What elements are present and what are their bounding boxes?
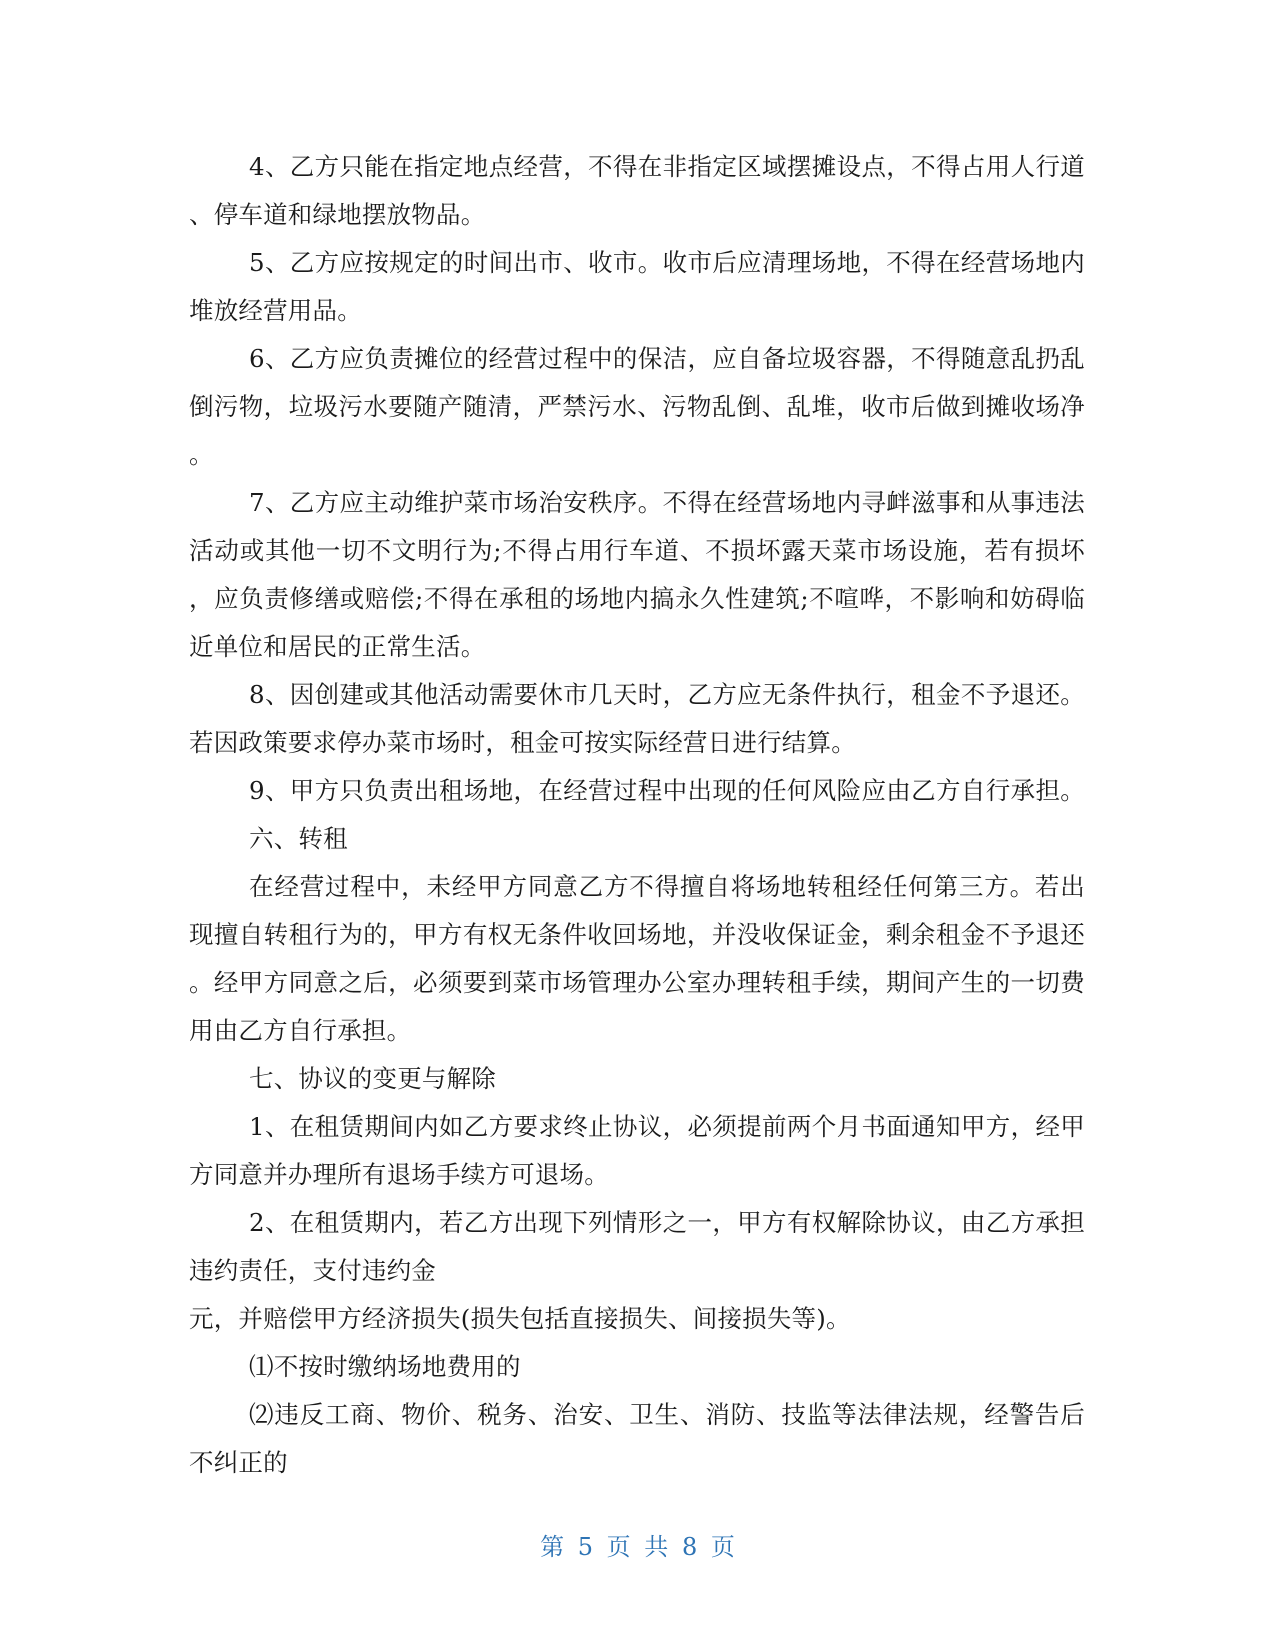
text-line: 用由乙方自行承担。: [189, 1016, 412, 1045]
text-line: 元，并赔偿甲方经济损失(损失包括直接损失、间接损失等)。: [189, 1304, 851, 1333]
text-line: ，应负责修缮或赔偿;不得在承租的场地内搞永久性建筑;不喧哗，不影响和妨碍临: [189, 584, 1085, 613]
text-line: 现擅自转租行为的，甲方有权无条件收回场地，并没收保证金，剩余租金不予退还: [189, 920, 1085, 949]
text-line: 9、甲方只负责出租场地，在经营过程中出现的任何风险应由乙方自行承担。: [249, 776, 1085, 805]
text-line: 违约责任，支付违约金: [189, 1256, 436, 1285]
text-line: ⑵违反工商、物价、税务、治安、卫生、消防、技监等法律法规，经警告后: [249, 1400, 1085, 1429]
text-line: 七、协议的变更与解除: [249, 1064, 496, 1093]
text-line: 堆放经营用品。: [189, 296, 362, 325]
text-line: 5、乙方应按规定的时间出市、收市。收市后应清理场地，不得在经营场地内: [249, 248, 1085, 277]
text-line: 7、乙方应主动维护菜市场治安秩序。不得在经营场地内寻衅滋事和从事违法: [249, 488, 1085, 517]
text-line: 若因政策要求停办菜市场时，租金可按实际经营日进行结算。: [189, 728, 856, 757]
text-line: 活动或其他一切不文明行为;不得占用行车道、不损坏露天菜市场设施，若有损坏: [189, 536, 1085, 565]
text-line: 2、在租赁期内，若乙方出现下列情形之一，甲方有权解除协议，由乙方承担: [249, 1208, 1085, 1237]
page-footer: 第 5 页 共 8 页: [540, 1533, 735, 1561]
text-line: 6、乙方应负责摊位的经营过程中的保洁，应自备垃圾容器，不得随意乱扔乱: [249, 344, 1085, 373]
document-body: [189, 143, 1085, 1487]
text-line: 六、转租: [249, 824, 348, 853]
text-line: 、停车道和绿地摆放物品。: [189, 200, 486, 229]
text-line: 近单位和居民的正常生活。: [189, 632, 486, 661]
text-line: 在经营过程中，未经甲方同意乙方不得擅自将场地转租经任何第三方。若出: [249, 872, 1085, 901]
text-line: 不纠正的: [189, 1448, 288, 1477]
text-line: 4、乙方只能在指定地点经营，不得在非指定区域摆摊设点，不得占用人行道: [249, 152, 1085, 181]
text-line: 8、因创建或其他活动需要休市几天时，乙方应无条件执行，租金不予退还。: [249, 680, 1085, 709]
text-line: ⑴不按时缴纳场地费用的: [249, 1352, 521, 1381]
text-line: 方同意并办理所有退场手续方可退场。: [189, 1160, 609, 1189]
text-line: 倒污物，垃圾污水要随产随清，严禁污水、污物乱倒、乱堆，收市后做到摊收场净: [189, 392, 1085, 421]
text-line: 。经甲方同意之后，必须要到菜市场管理办公室办理转租手续，期间产生的一切费: [189, 968, 1085, 997]
text-line: 。: [189, 440, 214, 469]
text-line: 1、在租赁期间内如乙方要求终止协议，必须提前两个月书面通知甲方，经甲: [249, 1112, 1085, 1141]
